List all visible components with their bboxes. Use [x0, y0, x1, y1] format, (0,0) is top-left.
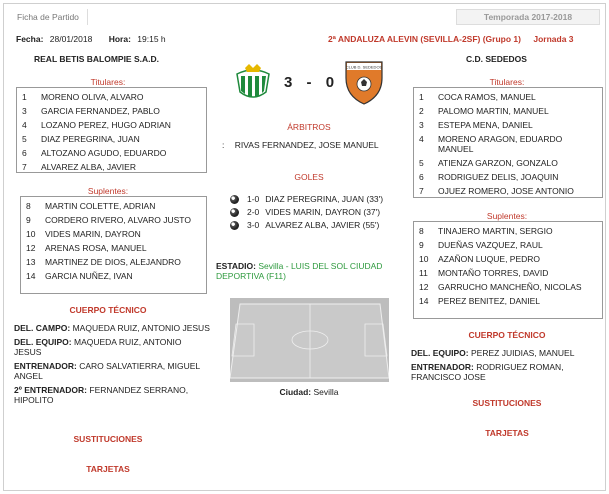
player-number: 1: [22, 92, 27, 102]
player-number: 13: [26, 257, 36, 267]
tab-match-sheet[interactable]: Ficha de Partido: [9, 9, 88, 25]
away-staff-row: [411, 348, 605, 358]
player-name[interactable]: MORENO ARAGON, EDUARDO MANUEL: [438, 134, 563, 154]
soccer-ball-icon: [230, 208, 239, 217]
player-row[interactable]: [17, 104, 206, 118]
home-score: 3: [284, 74, 295, 91]
match-time: 19:15 h: [137, 34, 166, 44]
player-name[interactable]: ALTOZANO AGUDO, EDUARDO: [41, 148, 167, 158]
away-staff-row: [411, 362, 605, 382]
home-starters-title: Titulares:: [90, 77, 126, 87]
home-team-name[interactable]: REAL BETIS BALOMPIE S.A.D.: [34, 54, 159, 64]
player-row[interactable]: [414, 118, 602, 132]
stadium-info: [216, 261, 406, 281]
player-name[interactable]: ESTEPA MENA, DANIEL: [438, 120, 533, 130]
away-subs-title: Suplentes:: [486, 211, 528, 221]
player-name[interactable]: GARCIA NUÑEZ, IVAN: [45, 271, 133, 281]
player-name[interactable]: PEREZ BENITEZ, DANIEL: [438, 296, 541, 306]
final-score: [284, 74, 336, 91]
player-row[interactable]: [21, 269, 206, 283]
player-number: 9: [26, 215, 31, 225]
player-name[interactable]: LOZANO PEREZ, HUGO ADRIAN: [41, 120, 171, 130]
top-bar: [9, 9, 600, 25]
staff-role: 2º ENTRENADOR:: [14, 385, 87, 395]
date-label: Fecha:: [16, 34, 44, 44]
player-number: 12: [26, 243, 36, 253]
player-number: 14: [419, 296, 429, 306]
home-substitutions-title[interactable]: SUSTITUCIONES: [73, 434, 143, 444]
player-row[interactable]: [21, 213, 206, 227]
goal-scorer: VIDES MARIN, DAYRON (37'): [265, 207, 381, 217]
match-sheet: [3, 3, 606, 491]
goal-row: [230, 194, 410, 204]
goal-scorer: DIAZ PEREGRINA, JUAN (33'): [265, 194, 384, 204]
player-name[interactable]: PALOMO MARTIN, MANUEL: [438, 106, 549, 116]
player-row[interactable]: [414, 90, 602, 104]
player-number: 1: [419, 92, 424, 102]
player-row[interactable]: [414, 252, 602, 266]
city-label: Ciudad:: [279, 387, 312, 397]
player-row[interactable]: [17, 90, 206, 104]
referees-title: ÁRBITROS: [287, 122, 331, 132]
referee-row: [222, 140, 379, 150]
away-score: 0: [325, 74, 337, 91]
player-row[interactable]: [21, 255, 206, 269]
home-staff-title: CUERPO TÉCNICO: [69, 305, 147, 315]
competition-info: [328, 34, 574, 44]
goal-score: 3-0: [247, 220, 260, 230]
away-substitutions-title[interactable]: SUSTITUCIONES: [472, 398, 542, 408]
competition-name[interactable]: 2ª ANDALUZA ALEVIN (SEVILLA-2SF) (Grupo 1): [328, 34, 521, 44]
player-number: 10: [26, 229, 36, 239]
home-staff-row: [14, 323, 210, 333]
player-row[interactable]: [414, 184, 602, 198]
player-number: 7: [22, 162, 27, 172]
goal-scorer: ALVAREZ ALBA, JAVIER (55'): [265, 220, 380, 230]
player-number: 3: [419, 120, 424, 130]
player-name[interactable]: RODRIGUEZ DELIS, JOAQUIN: [438, 172, 559, 182]
player-row[interactable]: [414, 132, 602, 156]
home-subs-title: Suplentes:: [87, 186, 129, 196]
goals-title: GOLES: [294, 172, 324, 182]
player-name[interactable]: TINAJERO MARTIN, SERGIO: [438, 226, 553, 236]
away-staff-title: CUERPO TÉCNICO: [468, 330, 546, 340]
staff-name: FERNANDEZ SERRANO, HIPOLITO: [14, 385, 189, 405]
staff-role: ENTRENADOR:: [411, 362, 474, 372]
player-row[interactable]: [21, 241, 206, 255]
goal-row: [230, 207, 410, 217]
staff-role: DEL. EQUIPO:: [14, 337, 72, 347]
player-row[interactable]: [17, 118, 206, 132]
stadium-name[interactable]: Sevilla - LUIS DEL SOL CIUDAD DEPORTIVA (F11): [216, 261, 383, 281]
player-row[interactable]: [414, 238, 602, 252]
player-number: 8: [26, 201, 31, 211]
staff-role: DEL. EQUIPO:: [411, 348, 469, 358]
staff-role: ENTRENADOR:: [14, 361, 77, 371]
player-name[interactable]: ATIENZA GARZON, GONZALO: [438, 158, 558, 168]
player-number: 14: [26, 271, 36, 281]
home-starters-list: [16, 87, 207, 173]
player-number: 6: [22, 148, 27, 158]
city-name: Sevilla: [313, 387, 339, 397]
player-row[interactable]: [414, 156, 602, 170]
player-name[interactable]: CORDERO RIVERO, ALVARO JUSTO: [45, 215, 191, 225]
away-cards-title[interactable]: TARJETAS: [485, 428, 529, 438]
player-name[interactable]: MONTAÑO TORRES, DAVID: [438, 268, 549, 278]
staff-role: DEL. CAMPO:: [14, 323, 71, 333]
player-row[interactable]: [414, 104, 602, 118]
home-subs-list: [20, 196, 207, 294]
staff-name: CARO SALVATIERRA, MIGUEL ANGEL: [14, 361, 200, 381]
player-name[interactable]: MARTINEZ DE DIOS, ALEJANDRO: [45, 257, 181, 267]
player-name[interactable]: VIDES MARIN, DAYRON: [45, 229, 141, 239]
home-cards-title[interactable]: TARJETAS: [86, 464, 130, 474]
player-name[interactable]: ARENAS ROSA, MANUEL: [45, 243, 147, 253]
player-number: 4: [419, 134, 424, 144]
player-name[interactable]: GARCIA FERNANDEZ, PABLO: [41, 106, 160, 116]
player-number: 11: [419, 268, 428, 278]
player-name[interactable]: MORENO OLIVA, ALVARO: [41, 92, 144, 102]
staff-name: MAQUEDA RUIZ, ANTONIO JESUS: [72, 323, 210, 333]
player-number: 10: [419, 254, 429, 264]
away-starters-list: [413, 87, 603, 198]
player-number: 7: [419, 186, 424, 196]
sededos-crest-icon: [344, 58, 384, 108]
player-row[interactable]: [17, 132, 206, 146]
player-row[interactable]: [414, 266, 602, 280]
player-number: 6: [419, 172, 424, 182]
player-number: 5: [22, 134, 27, 144]
soccer-ball-icon: [230, 195, 239, 204]
away-starters-title: Titulares:: [489, 77, 525, 87]
away-team-name[interactable]: C.D. SEDEDOS: [466, 54, 527, 64]
player-name[interactable]: GARRUCHO MANCHEÑO, NICOLAS: [438, 282, 582, 292]
season-selector[interactable]: Temporada 2017-2018: [456, 9, 600, 25]
player-row[interactable]: [414, 294, 602, 308]
staff-name: RODRIGUEZ ROMAN, FRANCISCO JOSE: [411, 362, 564, 382]
match-date: 28/01/2018: [49, 34, 93, 44]
time-label: Hora:: [108, 34, 131, 44]
date-info: [16, 34, 166, 44]
away-staff: [411, 348, 605, 382]
player-row[interactable]: [414, 224, 602, 238]
staff-name: PEREZ JUIDIAS, MANUEL: [471, 348, 575, 358]
player-row[interactable]: [21, 227, 206, 241]
staff-name: MAQUEDA RUIZ, ANTONIO JESUS: [14, 337, 182, 357]
home-staff-row: [14, 385, 210, 405]
player-number: 2: [419, 106, 424, 116]
stadium-field-image: [230, 298, 389, 382]
goal-score: 2-0: [247, 207, 260, 217]
player-number: 12: [419, 282, 429, 292]
player-name[interactable]: MARTIN COLETTE, ADRIAN: [45, 201, 156, 211]
referee-prefix: :: [222, 140, 225, 150]
player-number: 8: [419, 226, 424, 236]
matchday: Jornada 3: [533, 34, 574, 44]
betis-crest-icon: [233, 64, 273, 104]
player-name[interactable]: DUEÑAS VAZQUEZ, RAUL: [438, 240, 543, 250]
referee-name: RIVAS FERNANDEZ, JOSE MANUEL: [234, 140, 379, 150]
player-row[interactable]: [414, 280, 602, 294]
player-row[interactable]: [21, 199, 206, 213]
sededos-logo-text: CLUB D. SEDEDOS: [345, 64, 383, 70]
score-separator: -: [306, 74, 314, 91]
player-row[interactable]: [17, 146, 206, 160]
player-number: 9: [419, 240, 424, 250]
player-number: 4: [22, 120, 27, 130]
soccer-ball-icon: [230, 221, 239, 230]
stadium-label: ESTADIO:: [216, 261, 256, 271]
goals-list: [230, 194, 410, 233]
home-staff-row: [14, 361, 210, 381]
player-number: 3: [22, 106, 27, 116]
goal-score: 1-0: [247, 194, 260, 204]
city-info: [214, 387, 404, 397]
goal-row: [230, 220, 410, 230]
player-name[interactable]: DIAZ PEREGRINA, JUAN: [41, 134, 140, 144]
home-staff-row: [14, 337, 210, 357]
player-row[interactable]: [414, 170, 602, 184]
away-subs-list: [413, 221, 603, 319]
player-number: 5: [419, 158, 424, 168]
player-name[interactable]: COCA RAMOS, MANUEL: [438, 92, 536, 102]
player-name[interactable]: AZAÑON LUQUE, PEDRO: [438, 254, 541, 264]
player-row[interactable]: [17, 160, 206, 174]
player-name[interactable]: ALVAREZ ALBA, JAVIER: [41, 162, 136, 172]
home-staff: [14, 323, 210, 405]
player-name[interactable]: OJUEZ ROMERO, JOSE ANTONIO: [438, 186, 574, 196]
